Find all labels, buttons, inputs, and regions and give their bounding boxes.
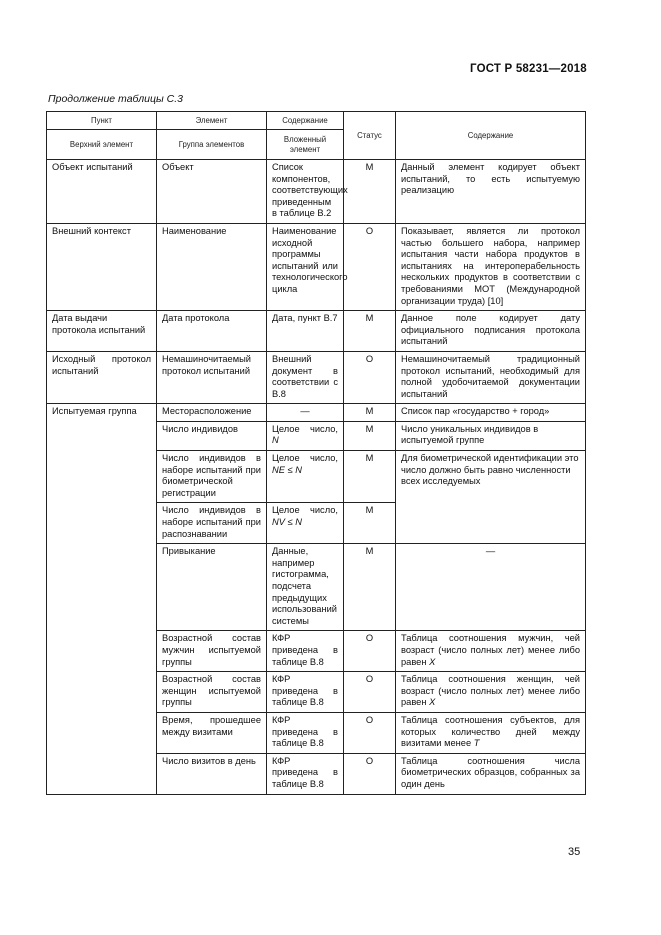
table-row	[47, 223, 586, 310]
cell-group: Месторасположение	[157, 404, 267, 422]
header-point: Пункт	[47, 112, 157, 130]
cell-top: Исходный протокол испытаний	[47, 351, 157, 403]
cell-content: Таблица соотношения субъектов, для которых количество дней между визитами менее T	[396, 712, 586, 753]
cell-content: —	[396, 544, 586, 631]
cell-status: M	[344, 544, 396, 631]
cell-group: Число индивидов	[157, 421, 267, 450]
cell-content: Для биометрической идентификации это число должно быть равно численности всех исследуемых	[396, 451, 586, 544]
cell-nested	[267, 421, 344, 450]
cell-group: Наименование	[157, 223, 267, 310]
standard-header: ГОСТ Р 58231—2018	[470, 63, 587, 75]
table-row	[47, 351, 586, 403]
table-row	[47, 311, 586, 352]
cell-content: Число уникальных индивидов в испытуемой группе	[396, 421, 586, 450]
cell-content: Данное поле кодирует дату официального подписания протокола испытаний	[396, 311, 586, 352]
cell-group: Число индивидов в наборе испытаний при биометрической регистрации	[157, 451, 267, 503]
cell-nested: КФР приведена в таблице В.8	[267, 672, 344, 713]
cell-group: Время, прошедшее между визитами	[157, 712, 267, 753]
page-number: 35	[568, 846, 581, 858]
table-row	[47, 160, 586, 224]
header-element: Элемент	[157, 112, 267, 130]
cell-status: M	[344, 451, 396, 503]
cell-status: M	[344, 503, 396, 544]
cell-nested: КФР приведена в таблице В.8	[267, 631, 344, 672]
header-content-2: Содержание	[396, 112, 586, 160]
cell-content: Данный элемент кодирует объект испытаний, то есть испытуемую реализацию	[396, 160, 586, 224]
cell-status: O	[344, 351, 396, 403]
cell-top: Внешний контекст	[47, 223, 157, 310]
cell-status: O	[344, 753, 396, 794]
header-nested: Вложенный элемент	[267, 130, 344, 160]
cell-group: Привыкание	[157, 544, 267, 631]
cell-group: Дата протокола	[157, 311, 267, 352]
cell-status: M	[344, 311, 396, 352]
table-caption: Продолжение таблицы С.3	[48, 93, 183, 105]
cell-nested: Целое число, NV ≤ N	[267, 503, 344, 544]
cell-group: Возрастной состав мужчин испытуемой группы	[157, 631, 267, 672]
cell-nested: Дата, пункт В.7	[267, 311, 344, 352]
cell-nested: КФР приведена в таблице В.8	[267, 753, 344, 794]
cell-nested: Целое число, NE ≤ N	[267, 451, 344, 503]
cell-group: Объект	[157, 160, 267, 224]
cell-nested: Список компонентов, соответствующих приведенным в таблице В.2	[267, 160, 344, 224]
cell-group: Немашиночитаемый протокол испытаний	[157, 351, 267, 403]
cell-content: Список пар «государство + город»	[396, 404, 586, 422]
cell-nested: —	[267, 404, 344, 422]
header-top-element: Верхний элемент	[47, 130, 157, 160]
header-status: Статус	[344, 112, 396, 160]
cell-top: Объект испытаний	[47, 160, 157, 224]
nested-text: Целое число, N	[272, 423, 338, 446]
cell-top-group: Испытуемая группа	[47, 404, 157, 794]
cell-status: O	[344, 631, 396, 672]
header-group: Группа элементов	[157, 130, 267, 160]
cell-nested: Наименование исходной программы испытаний или технологического цикла	[267, 223, 344, 310]
cell-nested: Данные, например гистограмма, подсчета предыдущих использований системы	[267, 544, 344, 631]
cell-content: Таблица соотношения мужчин, чей возраст (число полных лет) менее либо равен X	[396, 631, 586, 672]
cell-status: O	[344, 223, 396, 310]
cell-status: M	[344, 404, 396, 422]
standard-table	[46, 111, 586, 795]
cell-nested: КФР приведена в таблице В.8	[267, 712, 344, 753]
cell-status: M	[344, 421, 396, 450]
cell-status: O	[344, 712, 396, 753]
header-content: Содержание	[267, 112, 344, 130]
table-row	[47, 404, 586, 422]
cell-group: Число визитов в день	[157, 753, 267, 794]
cell-status: O	[344, 672, 396, 713]
cell-content: Таблица соотношения женщин, чей возраст (число полных лет) менее либо равен X	[396, 672, 586, 713]
cell-content: Немашиночитаемый традиционный протокол испытаний, необходимый для полной удобочитаемой документации испытаний	[396, 351, 586, 403]
cell-status: M	[344, 160, 396, 224]
cell-top: Дата выдачи протокола испытаний	[47, 311, 157, 352]
cell-content: Показывает, является ли протокол частью большего набора, например испытания части набора продуктов в испытаниях на интероперабельность нескольких продуктов в соответствии с требованиями МОТ (Международной организации труда) [10]	[396, 223, 586, 310]
cell-nested: Внешний документ в соответствии с В.8	[267, 351, 344, 403]
cell-group: Число индивидов в наборе испытаний при распознавании	[157, 503, 267, 544]
cell-content: Таблица соотношения числа биометрических образцов, собранных за один день	[396, 753, 586, 794]
cell-group: Возрастной состав женщин испытуемой группы	[157, 672, 267, 713]
